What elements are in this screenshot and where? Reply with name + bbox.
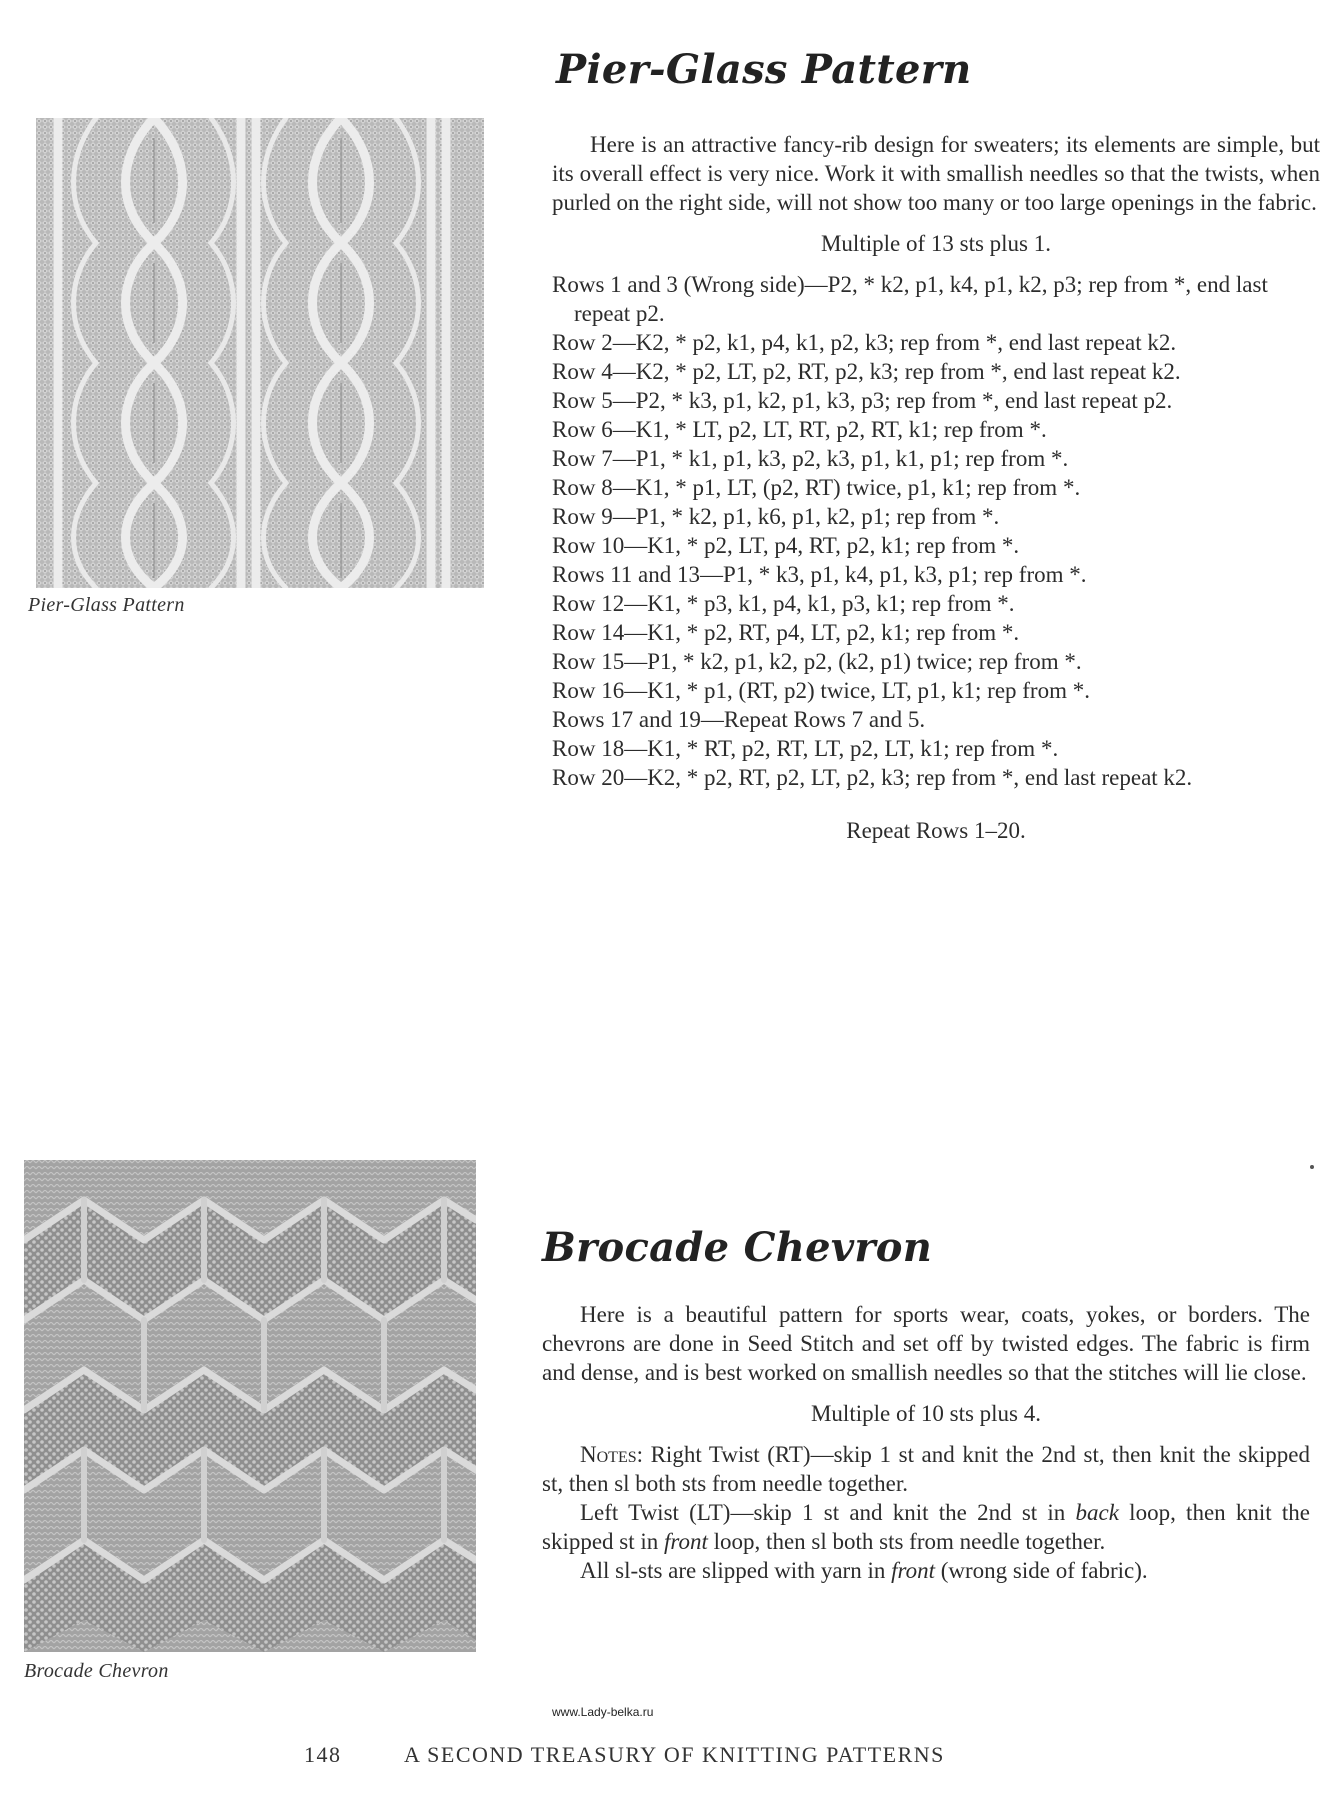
row-instruction: Row 7—P1, * k1, p1, k3, p2, k3, p1, k1, p1; rep from *. xyxy=(552,446,1069,471)
pier-glass-repeat: Repeat Rows 1–20. xyxy=(846,818,1026,843)
row-instruction: Row 5—P2, * k3, p1, k2, p1, k3, p3; rep from *, end last repeat p2. xyxy=(552,388,1173,413)
book-title-footer: A SECOND TREASURY OF KNITTING PATTERNS xyxy=(404,1742,945,1767)
note-lt-text: loop, then sl both sts from needle together. xyxy=(707,1529,1106,1554)
brocade-chevron-image-caption: Brocade Chevron xyxy=(24,1660,169,1682)
note-sl-emphasis: front xyxy=(891,1558,935,1583)
pier-glass-image-caption: Pier-Glass Pattern xyxy=(28,594,185,616)
pier-glass-intro: Here is an attractive fancy-rib design for sweaters; its elements are simple, but its overall effect is very nice. Work it with smallish needles so that the twists, when purled on the right side, will not show too many or too large openings in the fabric. xyxy=(552,132,1320,215)
page-number: 148 xyxy=(304,1742,342,1767)
brocade-chevron-multiple: Multiple of 10 sts plus 4. xyxy=(810,1401,1041,1426)
brocade-chevron-intro: Here is a beautiful pattern for sports wear, coats, yokes, or borders. The chevrons are done in Seed Stitch and set off by twisted edges. The fabric is firm and dense, and is best worked on smallish needles so that the stitches will lie close. xyxy=(542,1302,1310,1385)
row-instruction: Row 6—K1, * LT, p2, LT, RT, p2, RT, k1; rep from *. xyxy=(552,417,1047,442)
stray-mark xyxy=(1310,1165,1314,1169)
brocade-chevron-swatch-image xyxy=(24,1160,476,1652)
row-instruction: Row 2—K2, * p2, k1, p4, k1, p2, k3; rep from *, end last repeat k2. xyxy=(552,330,1177,355)
row-instruction: Row 8—K1, * p1, LT, (p2, RT) twice, p1, k1; rep from *. xyxy=(552,475,1081,500)
pier-glass-swatch-image xyxy=(36,118,484,588)
row-instruction: Row 14—K1, * p2, RT, p4, LT, p2, k1; rep from *. xyxy=(552,620,1020,645)
pier-glass-title: Pier-Glass Pattern xyxy=(556,46,972,93)
row-instruction: Row 10—K1, * p2, LT, p4, RT, p2, k1; rep from *. xyxy=(552,533,1020,558)
note-lt-text: loop, then knit the skipped st in xyxy=(542,1500,1310,1554)
row-instruction: Rows 17 and 19—Repeat Rows 7 and 5. xyxy=(552,707,926,732)
row-instruction: Rows 1 and 3 (Wrong side)—P2, * k2, p1, k4, p1, k2, p3; rep from *, end last repeat p2. xyxy=(552,272,1268,326)
brocade-notes-rt xyxy=(542,1440,1310,1498)
row-instruction: Row 4—K2, * p2, LT, p2, RT, p2, k3; rep from *, end last repeat k2. xyxy=(552,359,1181,384)
note-lt-text: Left Twist (LT)—skip 1 st and knit the 2nd st in xyxy=(580,1500,1076,1525)
row-instruction: Row 12—K1, * p3, k1, p4, k1, p3, k1; rep from *. xyxy=(552,591,1015,616)
row-instruction: Row 20—K2, * p2, RT, p2, LT, p2, k3; rep from *, end last repeat k2. xyxy=(552,765,1193,790)
row-instruction: Row 18—K1, * RT, p2, RT, LT, p2, LT, k1; rep from *. xyxy=(552,736,1059,761)
pier-glass-rows-list xyxy=(552,270,1320,792)
row-instruction: Rows 11 and 13—P1, * k3, p1, k4, p1, k3, p1; rep from *. xyxy=(552,562,1087,587)
watermark-url: www.Lady-belka.ru xyxy=(552,1705,654,1719)
pier-glass-body xyxy=(552,130,1320,845)
brocade-chevron-title: Brocade Chevron xyxy=(542,1224,933,1271)
brocade-notes-lt xyxy=(542,1498,1310,1556)
note-lt-emphasis: back xyxy=(1075,1500,1119,1525)
note-lt-emphasis: front xyxy=(664,1529,708,1554)
brocade-notes-sl xyxy=(542,1556,1310,1585)
pier-glass-multiple: Multiple of 13 sts plus 1. xyxy=(820,231,1051,256)
note-rt-text: Right Twist (RT)—skip 1 st and knit the 2nd st, then knit the skipped st, then sl both sts from needle together. xyxy=(542,1442,1310,1496)
note-sl-text: All sl-sts are slipped with yarn in xyxy=(580,1558,892,1583)
row-instruction: Row 15—P1, * k2, p1, k2, p2, (k2, p1) twice; rep from *. xyxy=(552,649,1082,674)
row-instruction: Row 16—K1, * p1, (RT, p2) twice, LT, p1, k1; rep from *. xyxy=(552,678,1090,703)
note-sl-text: (wrong side of fabric). xyxy=(935,1558,1148,1583)
notes-label: Notes: xyxy=(580,1442,643,1467)
row-instruction: Row 9—P1, * k2, p1, k6, p1, k2, p1; rep from *. xyxy=(552,504,1000,529)
brocade-chevron-body xyxy=(542,1300,1310,1585)
